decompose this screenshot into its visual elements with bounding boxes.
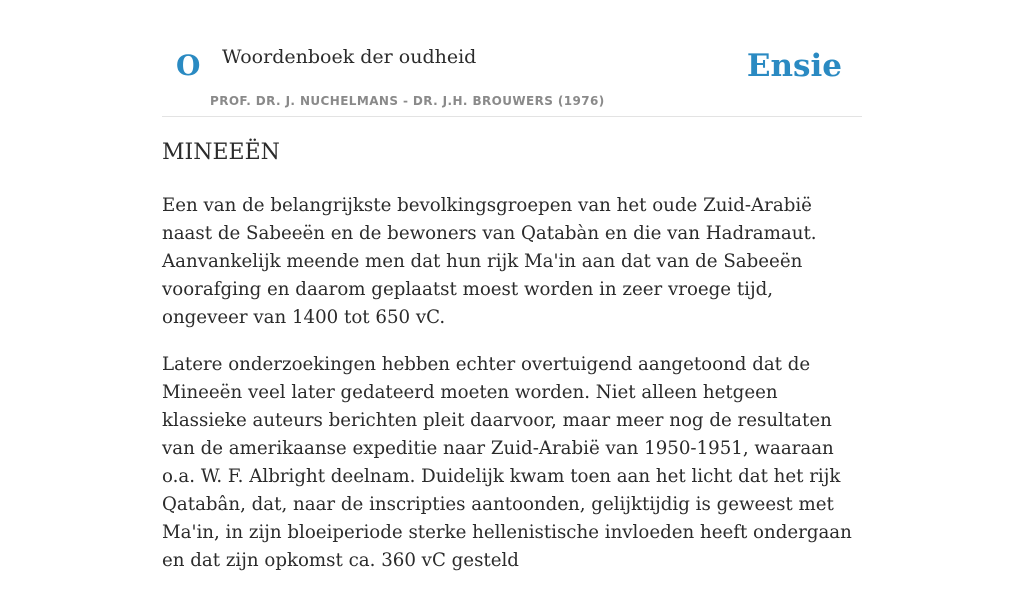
- index-letter[interactable]: O: [176, 49, 201, 82]
- article-paragraph-2: Latere onderzoekingen hebben echter overtuigend aangetoond dat de Mineeën veel later gedateerd moeten worden. Niet alleen hetgeen klassieke auteurs berichten pleit daarvoor, maar meer nog de resultaten van de amerikaanse expeditie naar Zuid-Arabië van 1950-1951, waaraan o.a. W. F. Albright deelnam. Duidelijk kwam toen aan het licht dat het rijk Qatabân, dat, naar de inscripties aantoonden, gelijktijdig is geweest met Ma'in, in zijn bloeiperiode sterke hellenistische invloeden heeft ondergaan en dat zijn opkomst ca. 360 vC gesteld: [162, 354, 852, 571]
- article-paragraph-1: Een van de belangrijkste bevolkingsgroepen van het oude Zuid-Arabië naast de Sabeeën en de bewoners van Qatabàn en die van Hadramaut. Aanvankelijk meende men dat hun rijk Ma'in aan dat van de Sabeeën voorafging en daarom geplaatst moest worden in zeer vroege tijd, ongeveer van 1400 tot 650 vC.: [162, 195, 817, 328]
- entry-header: [162, 0, 862, 117]
- ensie-logo-link[interactable]: Ensie: [746, 48, 842, 84]
- page: [162, 0, 862, 571]
- article-body: [162, 192, 862, 594]
- headword-title: MINEEËN: [162, 140, 280, 165]
- authors-line: PROF. DR. J. NUCHELMANS - DR. J.H. BROUWERS (1976): [210, 94, 605, 108]
- book-title[interactable]: Woordenboek der oudheid: [222, 46, 477, 68]
